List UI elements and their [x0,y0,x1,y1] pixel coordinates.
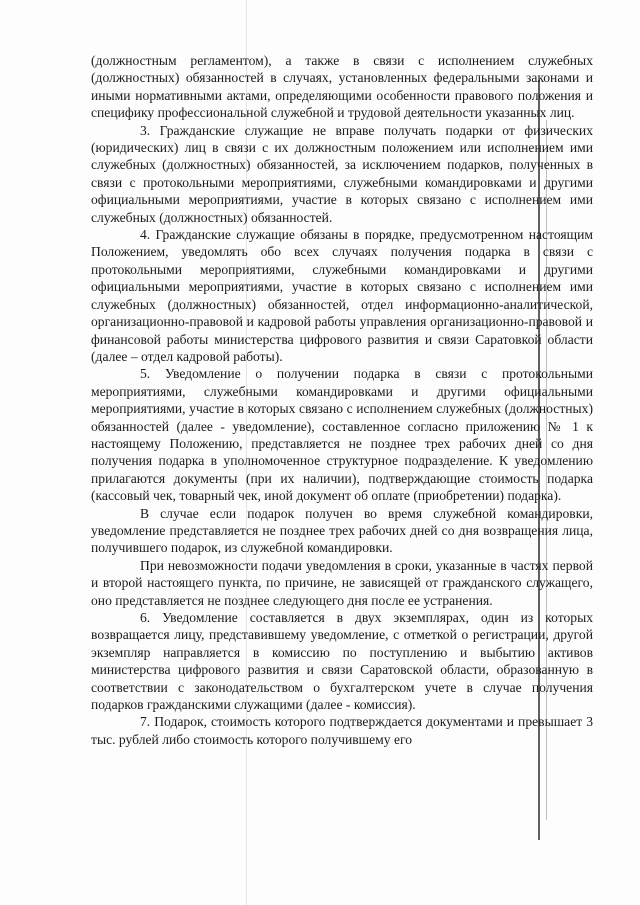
paragraph-item-6: 6. Уведомление составляется в двух экземплярах, один из которых возвращается лицу, представившему уведомление, с отметкой о регистрации, другой экземпляр направляется в комиссию по поступлению и выбытию активов министерства цифрового развития и связи Саратовской области, образованную в соответствии с законодательством о бухгалтерском учете в случае получения подарков гражданскими служащими (далее - комиссия). [91,610,593,713]
paragraph-item-5-part-3: При невозможности подачи уведомления в сроки, указанные в частях первой и второй настоящего пункта, по причине, не зависящей от гражданского служащего, оно представляется не позднее следующего дня после ее устранения. [91,557,593,608]
paragraph-item-3: 3. Гражданские служащие не вправе получать подарки от физических (юридических) лиц в связи с их должностным положением или исполнением ими служебных (должностных) обязанностей, за исключением подарков, полученных в связи с протокольными мероприятиями, служебными командировками и другими официальными мероприятиями, участие в которых связано с исполнением ими служебных (должностных) обязанностей. [91,122,593,225]
paragraph-item-7: 7. Подарок, стоимость которого подтверждается документами и превышает 3 тыс. рублей либо стоимость которого получившему его [91,714,593,747]
paragraph-item-5-part-2: В случае если подарок получен во время служебной командировки, уведомление представляется не позднее трех рабочих дней со дня возвращения лица, получившего подарок, из служебной командировки. [91,505,593,556]
document-body [91,52,593,748]
paragraph-item-5: 5. Уведомление о получении подарка в связи с протокольными мероприятиями, служебными командировками и другими официальными мероприятиями, участие в которых связано с исполнением служебных (должностных) обязанностей (далее - уведомление), составленное согласно приложению № 1 к настоящему Положению, представляется не позднее трех рабочих дней со дня получения подарка в уполномоченное структурное подразделение. К уведомлению прилагаются документы (при их наличии), подтверждающие стоимость подарка (кассовый чек, товарный чек, иной документ об оплате (приобретении) подарка). [91,366,593,504]
paragraph-continuation: (должностным регламентом), а также в связи с исполнением служебных (должностных) обязанностей в случаях, установленных федеральными законами и иными нормативными актами, определяющими особенности правового положения и специфику профессиональной служебной и трудовой деятельности указанных лиц. [91,53,593,121]
paragraph-item-4: 4. Гражданские служащие обязаны в порядке, предусмотренном настоящим Положением, уведомлять обо всех случаях получения подарка в связи с протокольными мероприятиями, служебными командировками и другими официальными мероприятиями, участие в которых связано с исполнением ими служебных (должностных) обязанностей, отдел информационно-аналитической, организационно-правовой и кадровой работы управления организационно-правовой и финансовой работы министерства цифрового развития и связи Саратовкой области (далее – отдел кадровой работы). [91,227,593,364]
